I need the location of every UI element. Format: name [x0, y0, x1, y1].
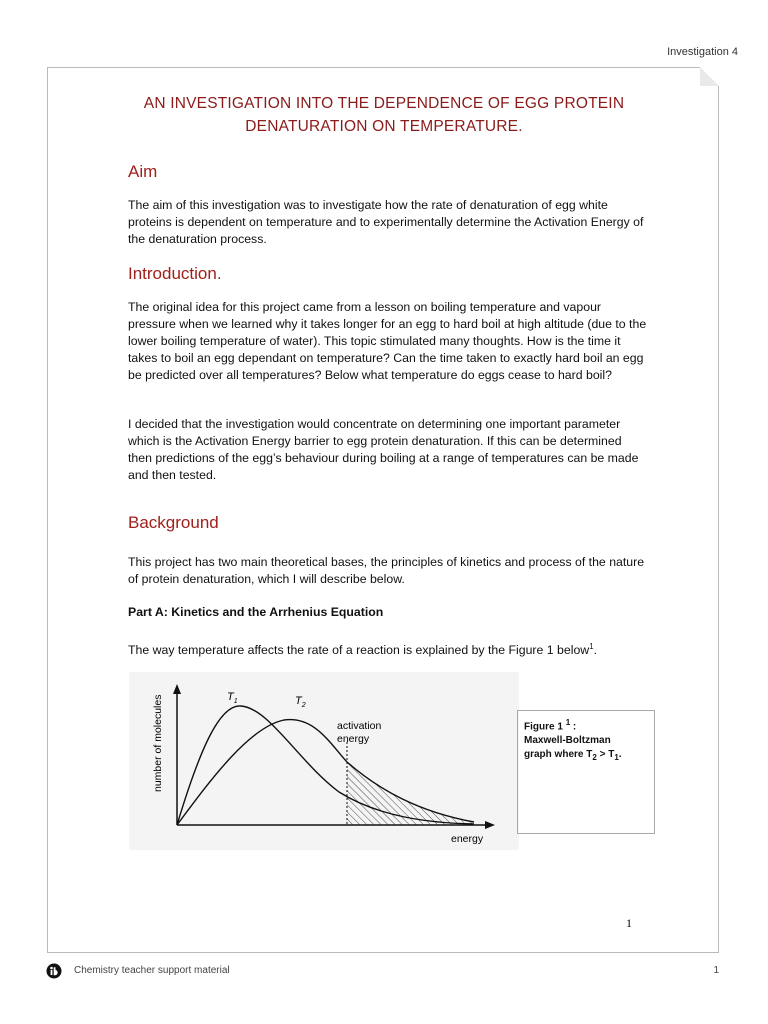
footer-text: Chemistry teacher support material [74, 965, 230, 976]
aim-text: The aim of this investigation was to investigate how the rate of denaturation of egg white proteins is dependent on temperature and to experimentally determine the Activation Energy of the denaturation process. [128, 198, 644, 246]
activation-label-1: activation [337, 720, 382, 732]
footnote-ref: 1 [589, 642, 594, 651]
maxwell-boltzmann-graph [129, 672, 519, 850]
caption-sub-2: 2 [592, 753, 597, 763]
figure-caption-box [517, 710, 655, 834]
caption-label: Figure 1 [524, 721, 563, 733]
title-line-2: DENATURATION ON TEMPERATURE. [245, 118, 523, 135]
introduction-heading: Introduction. [128, 264, 222, 283]
y-axis-label: number of molecules [152, 694, 164, 792]
caption-end: . [618, 749, 622, 761]
background-para-1: This project has two main theoretical bases, the principles of kinetics and process of the nature of protein denaturation, which I will describe below. [128, 555, 645, 586]
t1-label: $T_1$ [227, 691, 238, 705]
footer-page-number: 1 [713, 965, 719, 976]
caption-gt: > T [596, 749, 615, 761]
background-para-2 [128, 638, 648, 659]
caption-line-1 [524, 716, 648, 734]
page-number: 1 [626, 916, 632, 930]
caption-sup: 1 [565, 718, 571, 727]
x-axis-label: energy [451, 833, 484, 845]
caption-line-3 [524, 748, 648, 765]
caption-colon: : [570, 721, 577, 733]
page-fold-corner [700, 67, 719, 86]
introduction-para-2: I decided that the investigation would concentrate on determining one important parameter which is the Activation Energy barrier to egg protein denaturation. If this can be determined then predictions of the egg’s behaviour during boiling at a range of temperatures can be made and then tested. [128, 417, 639, 482]
caption-line-3a: graph where T [524, 749, 593, 761]
t2-label: $T_2$ [295, 695, 306, 709]
activation-label-2: energy [337, 733, 370, 745]
ib-logo-icon [46, 963, 62, 979]
background-heading: Background [128, 513, 219, 532]
title-line-1: AN INVESTIGATION INTO THE DEPENDENCE OF EGG PROTEIN [143, 95, 625, 112]
caption-sub-1: 1 [614, 753, 619, 763]
aim-heading: Aim [128, 162, 158, 181]
header-label: Investigation 4 [667, 46, 738, 58]
background-para-2-text: The way temperature affects the rate of a reaction is explained by the Figure 1 below [128, 643, 590, 658]
introduction-para-1: The original idea for this project came from a lesson on boiling temperature and vapour pressure when we learned why it takes longer for an egg to hard boil at high altitude (due to the lower boiling temperature of water). This topic stimulated many thoughts. How is the time it takes to boil an egg dependant on temperature? Can the time taken to exactly hard boil an egg be predicted over all temperatures? Below what temperature do eggs cease to hard boil? [128, 300, 647, 382]
caption-line-2: Maxwell-Boltzman [524, 735, 611, 747]
background-para-2-end: . [593, 643, 598, 658]
part-a-heading: Part A: Kinetics and the Arrhenius Equation [128, 605, 384, 619]
page-title [96, 92, 672, 138]
